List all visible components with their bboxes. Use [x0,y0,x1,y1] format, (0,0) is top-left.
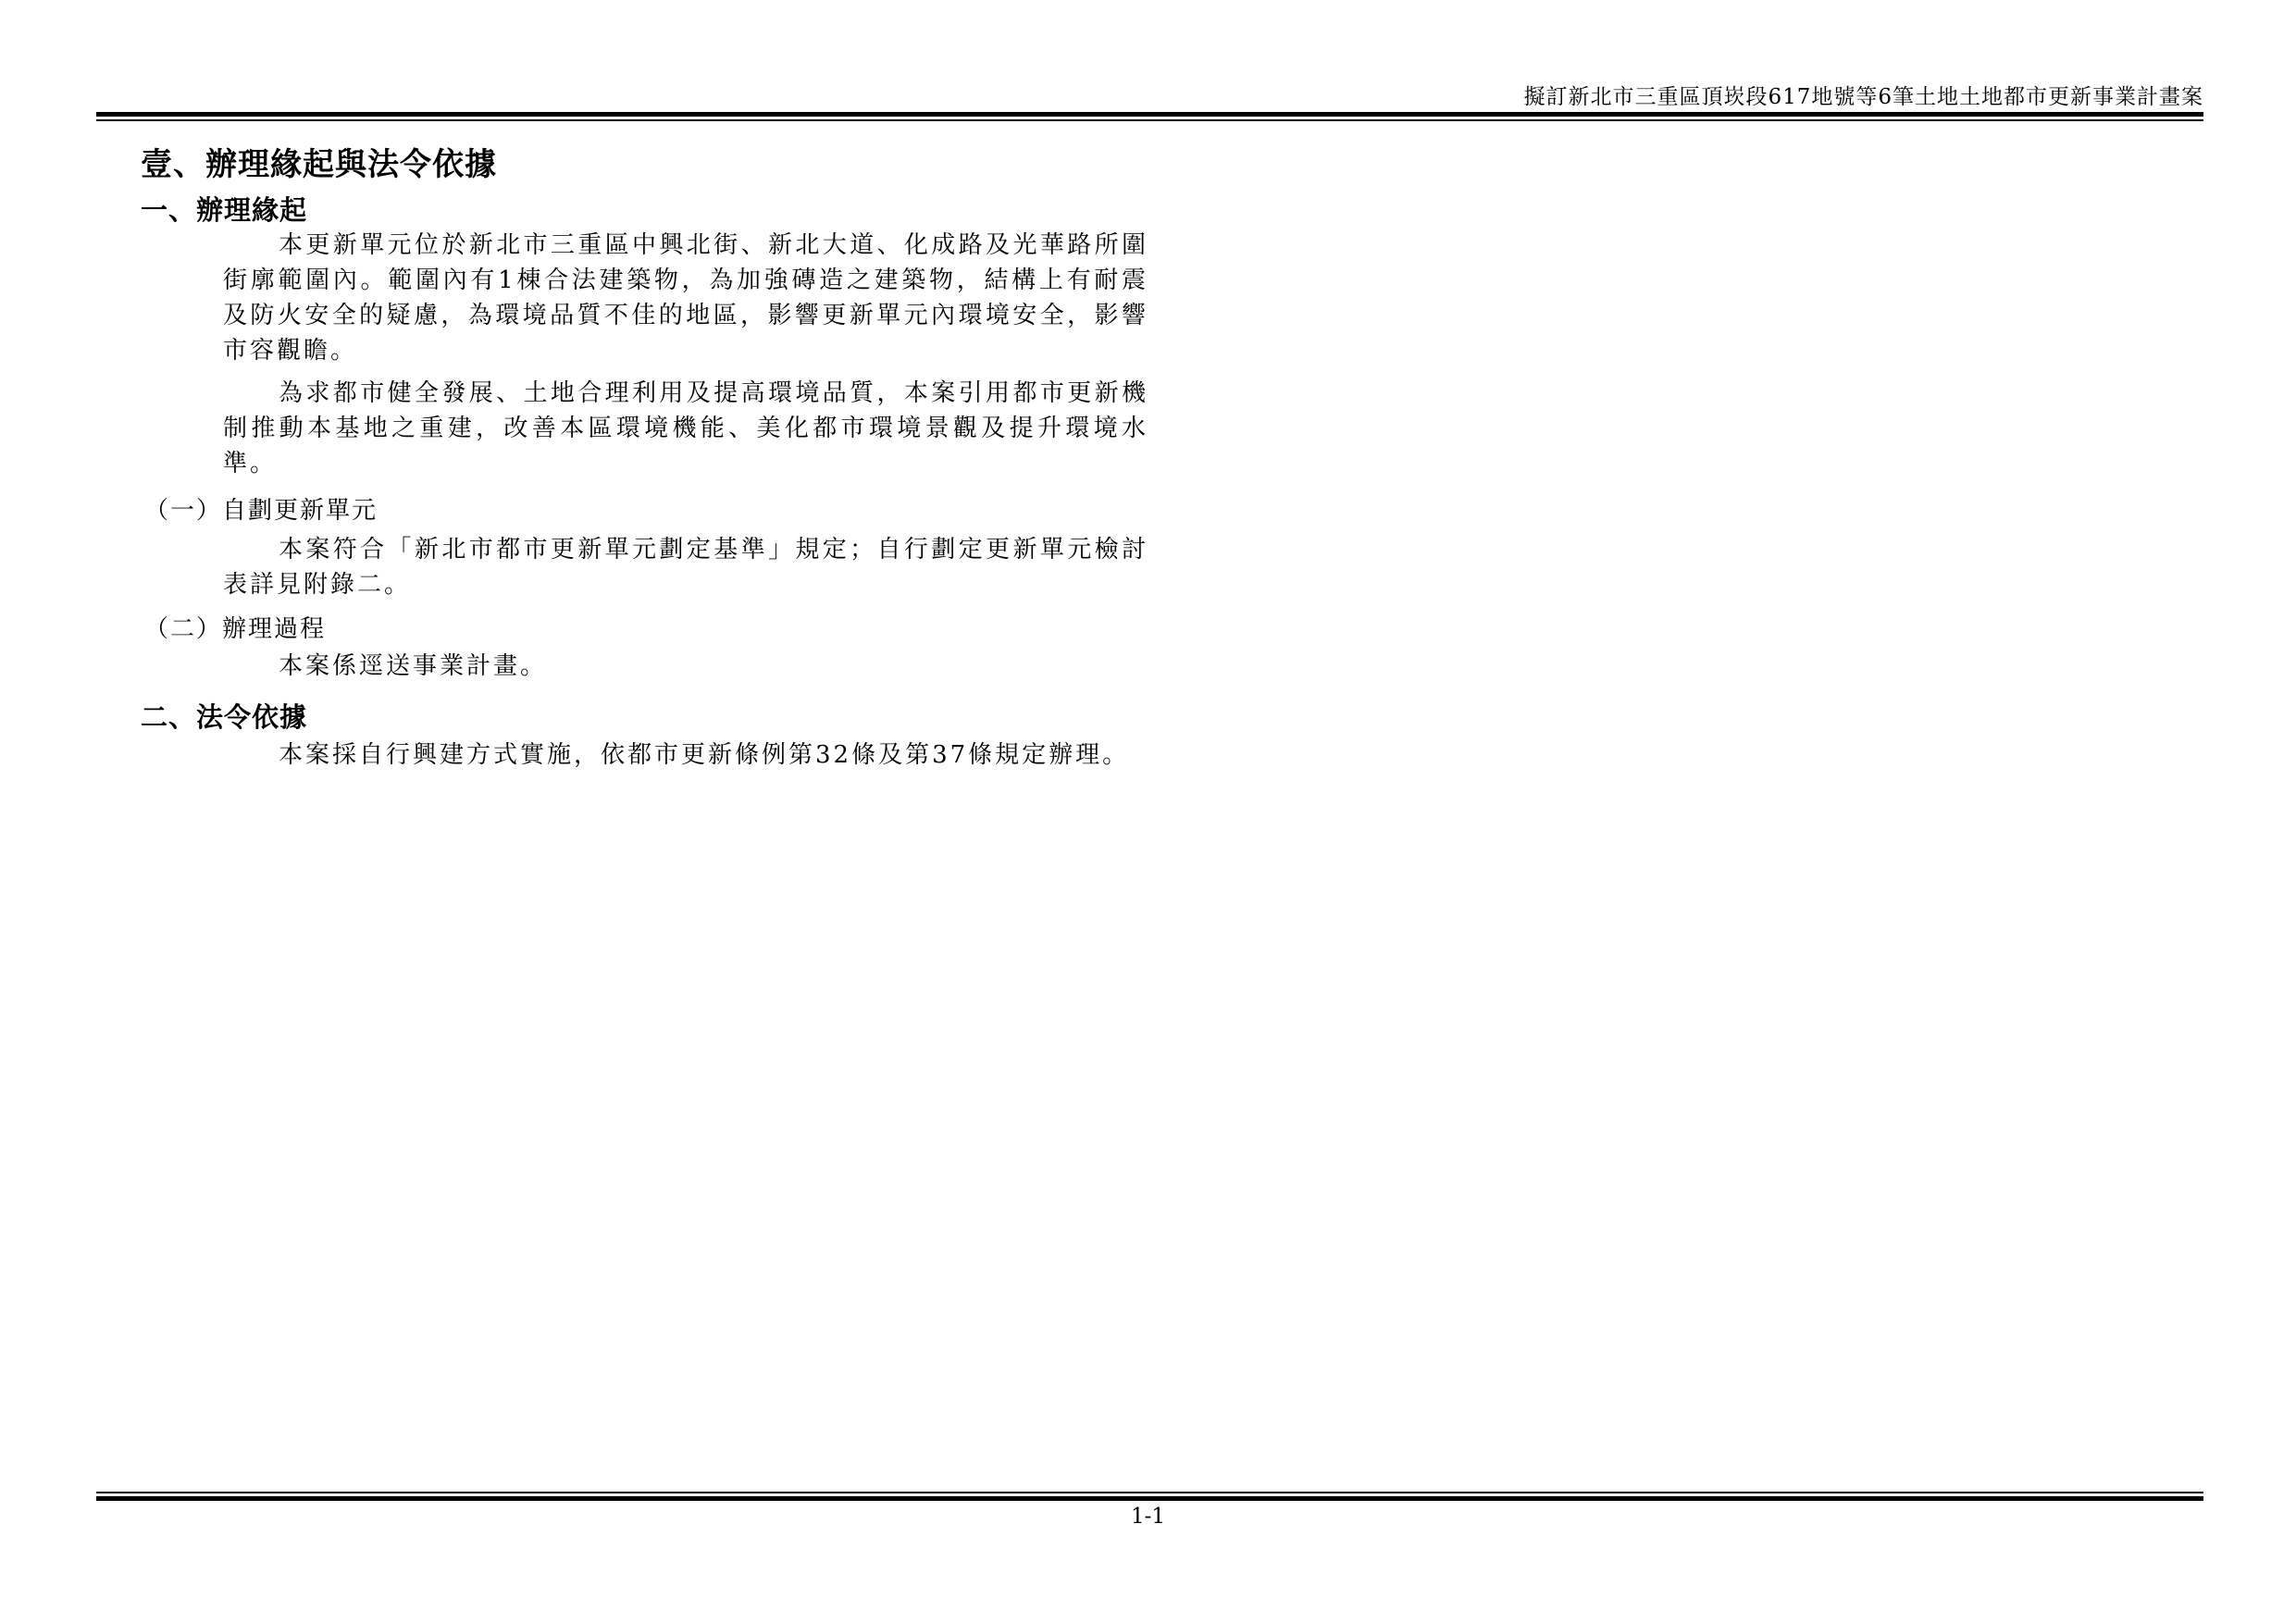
subsection-title-process: （二）辦理過程 [144,615,327,643]
section-title-origin: 一、辦理緣起 [141,194,308,226]
subsection-title-unit: （一）自劃更新單元 [144,497,379,525]
page-number: 1-1 [1130,1505,1166,1529]
header-double-rule [96,112,2203,121]
chapter-title: 壹、辦理緣起與法令依據 [141,146,497,183]
section-title-legal-basis: 二、法令依據 [141,701,308,733]
running-header: 擬訂新北市三重區頂崁段617地號等6筆土地土地都市更新事業計畫案 [1523,85,2203,109]
paragraph-origin-1: 本更新單元位於新北市三重區中興北街、新北大道、化成路及光華路所圍街廓範圍內。範圍內有1棟合法建築物，為加強磚造之建築物，結構上有耐震及防火安全的疑慮，為環境品質不佳的地區，影響更新單元內環境安全，影響市容觀瞻。 [223,231,1148,365]
paragraph-unit: 本案符合「新北市都市更新單元劃定基準」規定；自行劃定更新單元檢討表詳見附錄二。 [223,536,1148,599]
paragraph-legal-basis: 本案採自行興建方式實施，依都市更新條例第32條及第37條規定辦理。 [279,741,1130,769]
paragraph-origin-2: 為求都市健全發展、土地合理利用及提高環境品質，本案引用都市更新機制推動本基地之重建，改善本區環境機能、美化都市環境景觀及提升環境水準。 [223,379,1148,477]
footer-double-rule [96,1492,2203,1501]
paragraph-process: 本案係逕送事業計畫。 [279,652,548,680]
